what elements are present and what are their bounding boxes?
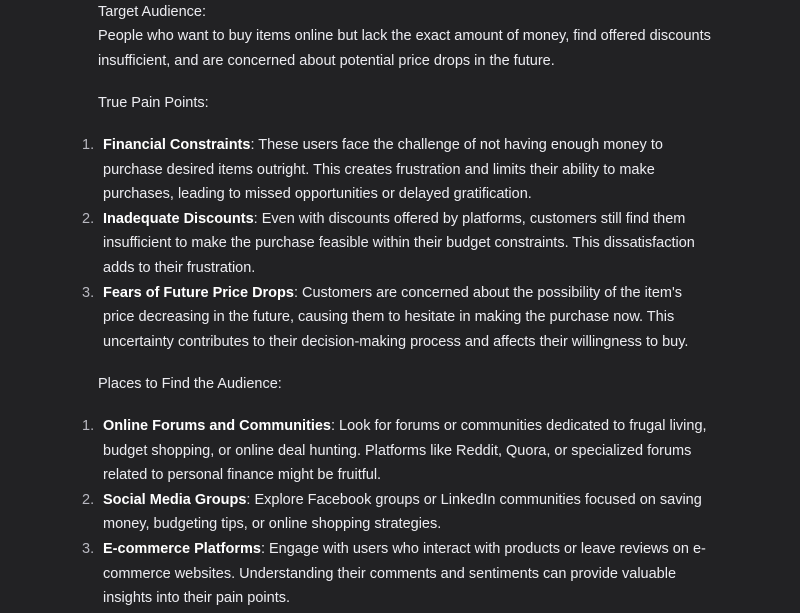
list-number: 1. (82, 137, 95, 153)
list-item (0, 488, 715, 537)
list-item-title: E-commerce Platforms (103, 540, 261, 557)
list-item-title: Online Forums and Communities (103, 418, 331, 434)
list-item-text: : Look for forums or communities dedicated to frugal living, budget shopping, or online deal hunting. Platforms like Reddit, Quora, or specialized forums related to personal finance might be fruitful. (103, 418, 707, 484)
list-number: 2. (82, 210, 95, 227)
list-item-text: : Customers are concerned about the possibility of the item's price decreasing in the future, causing them to hesitate in making the purchase now. This uncertainty contributes to their decision-making process and affects their willingness to buy. (103, 284, 689, 350)
list-number: 1. (82, 418, 95, 434)
target-audience-description: People who want to buy items online but lack the exact amount of money, find offered discounts insufficient, and are concerned about potential price drops in the future. (98, 28, 711, 69)
list-item-title: Fears of Future Price Drops (103, 284, 294, 301)
pain-points-heading: True Pain Points: (98, 95, 209, 111)
list-number: 3. (82, 284, 95, 301)
pain-points-list (0, 133, 800, 354)
target-audience-heading: Target Audience: (98, 4, 207, 20)
list-number: 3. (82, 540, 95, 557)
places-list (0, 414, 800, 611)
list-item-text: : Explore Facebook groups or LinkedIn communities focused on saving money, budgeting tips, or online shopping strategies. (103, 491, 702, 533)
list-item-title: Inadequate Discounts (103, 210, 254, 227)
list-item-title: Financial Constraints (103, 137, 251, 153)
list-item (0, 281, 715, 355)
list-item (0, 133, 715, 207)
list-item (0, 414, 715, 488)
list-item-text: : Even with discounts offered by platforms, customers still find them insufficient to make the purchase feasible within their budget constraints. This dissatisfaction adds to their frustration. (103, 210, 695, 276)
list-item-text: : Engage with users who interact with products or leave reviews on e-commerce websites. Understanding their comments and sentiments can provide valuable insights into their pain points. (103, 540, 706, 607)
list-item-text: : These users face the challenge of not having enough money to purchase desired items outright. This creates frustration and limits their ability to make purchases, leading to missed opportunities or delayed gratification. (103, 137, 663, 203)
list-number: 2. (82, 491, 95, 508)
places-heading: Places to Find the Audience: (98, 376, 282, 392)
list-item (0, 207, 715, 281)
list-item-title: Social Media Groups (103, 491, 247, 508)
list-item (0, 537, 715, 611)
